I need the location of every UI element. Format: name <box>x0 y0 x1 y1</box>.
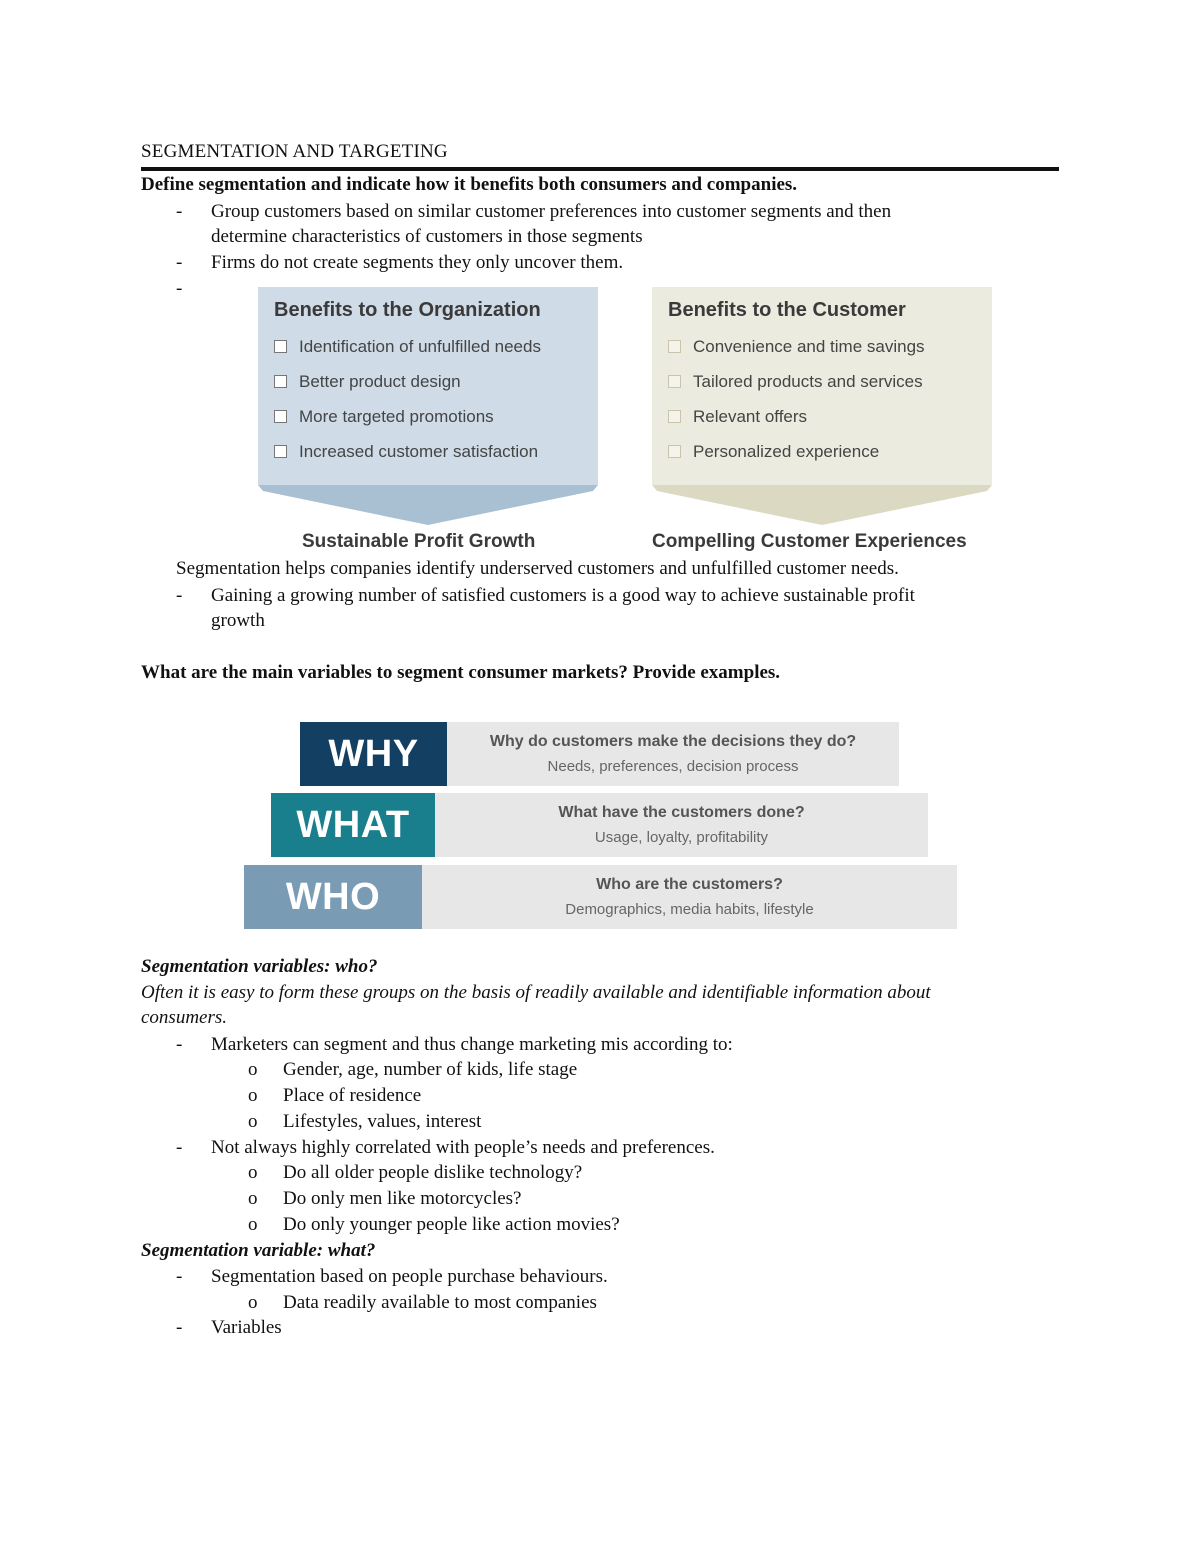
who-bullet-1: Marketers can segment and thus change marketing mis according to: <box>211 1034 733 1055</box>
bullet-circle: o <box>248 1111 258 1132</box>
what-question: What have the customers done? <box>558 804 805 821</box>
benefit-item: Relevant offers <box>668 407 807 427</box>
checkbox-icon <box>274 445 287 458</box>
benefit-item: Increased customer satisfaction <box>274 442 538 462</box>
why-question: Why do customers make the decisions they do? <box>489 733 857 750</box>
checkbox-icon <box>668 410 681 423</box>
who-heading: Segmentation variables: who? <box>141 956 378 977</box>
who-bullet-2: Not always highly correlated with people’s needs and preferences. <box>211 1137 715 1158</box>
q1-bullet-1: Group customers based on similar customer preferences into customer segments and then <box>211 201 892 222</box>
bullet-dash: - <box>176 278 183 299</box>
who-sub-item: Do only younger people like action movies? <box>283 1214 620 1235</box>
customer-result-label: Compelling Customer Experiences <box>652 531 967 552</box>
bullet-circle: o <box>248 1292 258 1313</box>
who-sub-item: Do only men like motorcycles? <box>283 1188 522 1209</box>
checkbox-icon <box>274 340 287 353</box>
bullet-circle: o <box>248 1059 258 1080</box>
what-bullet-1: Segmentation based on people purchase behaviours. <box>211 1266 608 1287</box>
checkbox-icon <box>274 375 287 388</box>
question-2: What are the main variables to segment consumer markets? Provide examples. <box>141 662 781 683</box>
question-1: Define segmentation and indicate how it benefits both consumers and companies. <box>141 174 798 195</box>
who-question: Who are the customers? <box>596 876 783 893</box>
bullet-dash: - <box>176 252 183 273</box>
bullet-dash: - <box>176 585 183 606</box>
checkbox-icon <box>668 375 681 388</box>
bullet-dash: - <box>176 1137 183 1158</box>
bullet-circle: o <box>248 1188 258 1209</box>
benefit-item: Better product design <box>274 372 461 392</box>
who-intro: Often it is easy to form these groups on the basis of readily available and identifiable information about <box>141 982 931 1003</box>
who-detail: Demographics, media habits, lifestyle <box>565 901 814 918</box>
arrow-down-icon <box>258 485 598 525</box>
what-sub-item: Data readily available to most companies <box>283 1292 597 1313</box>
benefit-item: Identification of unfulfilled needs <box>274 337 541 357</box>
who-intro-cont: consumers. <box>141 1007 228 1028</box>
gaining-bullet: Gaining a growing number of satisfied customers is a good way to achieve sustainable profit <box>211 585 915 606</box>
benefit-item: Convenience and time savings <box>668 337 925 357</box>
benefits-customer-title: Benefits to the Customer <box>668 299 906 321</box>
benefits-organization-title: Benefits to the Organization <box>274 299 541 321</box>
gaining-bullet-cont: growth <box>211 610 265 631</box>
bullet-dash: - <box>176 1034 183 1055</box>
who-sub-item: Lifestyles, values, interest <box>283 1111 482 1132</box>
bullet-circle: o <box>248 1085 258 1106</box>
benefit-item: Personalized experience <box>668 442 879 462</box>
benefits-customer-box <box>652 287 992 485</box>
what-bullet-2: Variables <box>211 1317 282 1338</box>
checkbox-icon <box>668 445 681 458</box>
who-sub-item: Do all older people dislike technology? <box>283 1162 583 1183</box>
bullet-dash: - <box>176 201 183 222</box>
benefit-item: Tailored products and services <box>668 372 923 392</box>
bullet-dash: - <box>176 1266 183 1287</box>
bullet-circle: o <box>248 1162 258 1183</box>
page-title: SEGMENTATION AND TARGETING <box>141 141 448 162</box>
what-heading: Segmentation variable: what? <box>141 1240 376 1261</box>
benefits-organization-box <box>258 287 598 485</box>
title-rule <box>141 167 1059 171</box>
pyramid-row-why <box>447 722 899 786</box>
bullet-circle: o <box>248 1214 258 1235</box>
org-result-label: Sustainable Profit Growth <box>302 531 536 552</box>
why-tag: WHY <box>300 722 447 786</box>
who-sub-item: Gender, age, number of kids, life stage <box>283 1059 578 1080</box>
what-detail: Usage, loyalty, profitability <box>594 829 769 846</box>
bullet-dash: - <box>176 1317 183 1338</box>
benefit-item: More targeted promotions <box>274 407 494 427</box>
q1-bullet-2: Firms do not create segments they only uncover them. <box>211 252 624 273</box>
why-detail: Needs, preferences, decision process <box>547 758 799 775</box>
segmentation-helps-text: Segmentation helps companies identify underserved customers and unfulfilled customer needs. <box>176 558 899 579</box>
q1-bullet-1-cont: determine characteristics of customers in those segments <box>211 226 643 247</box>
pyramid-row-what <box>435 793 928 857</box>
pyramid-row-who <box>422 865 957 929</box>
who-tag: WHO <box>244 865 422 929</box>
checkbox-icon <box>668 340 681 353</box>
arrow-down-icon <box>652 485 992 525</box>
who-sub-item: Place of residence <box>283 1085 422 1106</box>
what-tag: WHAT <box>271 793 435 857</box>
checkbox-icon <box>274 410 287 423</box>
